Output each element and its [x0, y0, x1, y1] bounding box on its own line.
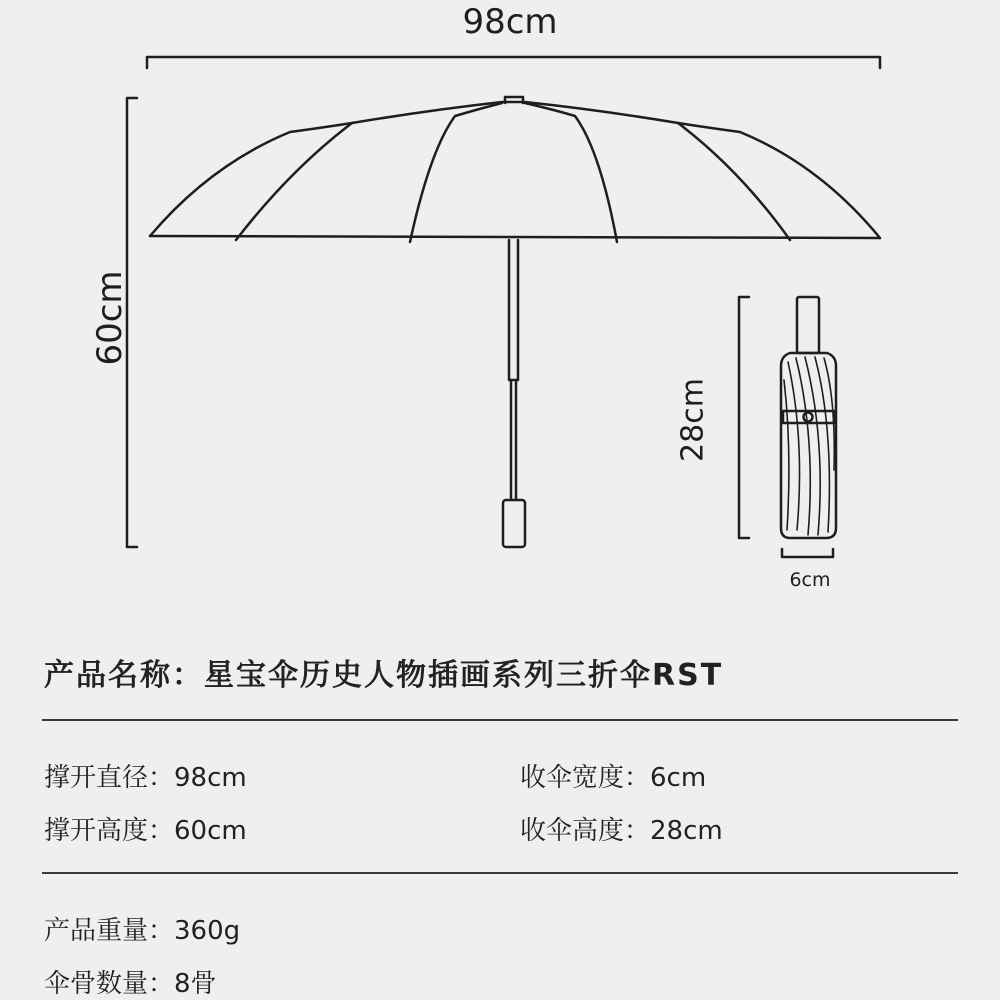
- spec-ribs: 伞骨数量：8骨: [44, 969, 217, 999]
- open-umbrella-canopy: [150, 97, 880, 242]
- folded-height-label: 28cm: [675, 378, 711, 462]
- divider: [42, 872, 958, 874]
- product-title: 产品名称：星宝伞历史人物插画系列三折伞RST: [44, 658, 724, 693]
- open-umbrella-shaft: [509, 240, 518, 500]
- open-height-label: 60cm: [90, 270, 130, 366]
- spec-folded-width: 收伞宽度：6cm: [520, 763, 707, 793]
- width-dimension-line: [147, 57, 880, 68]
- folded-width-dimension-line: [782, 549, 833, 557]
- folded-umbrella: [781, 297, 836, 538]
- divider: [42, 719, 958, 721]
- spec-open-height: 撑开高度：60cm: [44, 816, 247, 846]
- folded-height-dimension-line: [739, 297, 749, 538]
- spec-folded-height: 收伞高度：28cm: [520, 816, 723, 846]
- folded-width-label: 6cm: [789, 569, 831, 591]
- spec-weight: 产品重量：360g: [44, 916, 241, 946]
- open-width-label: 98cm: [462, 2, 558, 42]
- open-umbrella-handle: [503, 500, 525, 547]
- spec-open-diameter: 撑开直径：98cm: [44, 763, 247, 793]
